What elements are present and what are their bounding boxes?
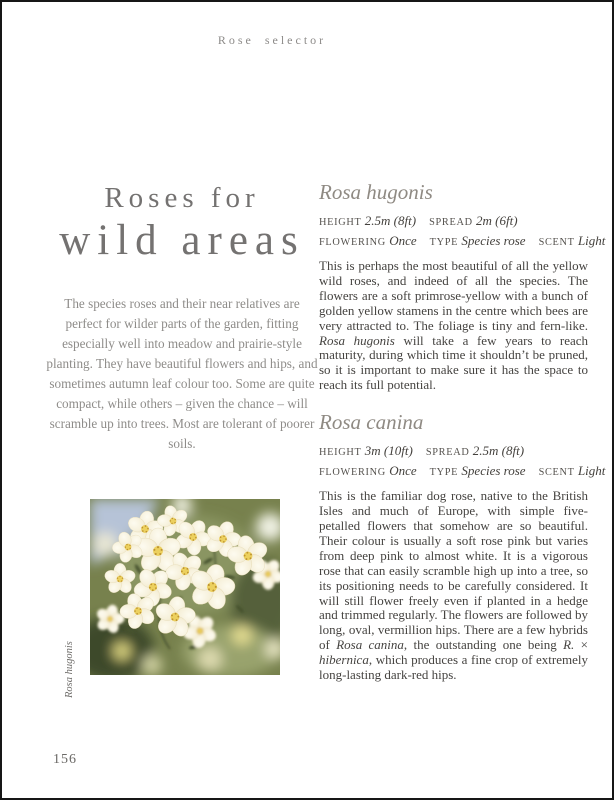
stat-label: FLOWERING xyxy=(319,467,386,479)
stat-value: Once xyxy=(389,233,417,248)
stat-value: 2.5m (8ft) xyxy=(472,443,525,459)
species-name: Rosa canina xyxy=(319,410,424,435)
stat-value: Light xyxy=(577,233,606,248)
stat-value: Light xyxy=(577,463,606,479)
stats-line xyxy=(319,232,606,252)
stats-line xyxy=(319,442,588,462)
feature-title-line1: Roses for xyxy=(104,182,260,214)
stat-label: SPREAD xyxy=(425,447,470,459)
rose-photo xyxy=(90,499,280,675)
stat-label: TYPE xyxy=(429,467,459,479)
species-name: Rosa hugonis xyxy=(319,180,433,204)
rose-entries xyxy=(319,180,606,700)
page-number: 156 xyxy=(53,752,77,767)
stat-value: 2m (6ft) xyxy=(476,213,518,228)
stat-value: 2.5m (8ft) xyxy=(364,213,417,228)
feature-title xyxy=(50,182,314,265)
feature-intro: The species roses and their near relatives are perfect for wilder parts of the garden, fitting especially well into meadow and prairie-style planting. They have beautiful flowers and hips, and sometimes autumn leaf colour too. Some are quite compact, while others – given the chance – will scramble up into trees. Most are tolerant of poorer soils. xyxy=(46,296,318,451)
stat-label: HEIGHT xyxy=(319,447,362,459)
stat-value: 3m (10ft) xyxy=(364,443,413,459)
stat-label: SCENT xyxy=(538,237,575,248)
stat-label: TYPE xyxy=(429,237,459,248)
stat-value: Species rose xyxy=(461,463,526,479)
stat-label: SCENT xyxy=(538,467,575,479)
stat-label: FLOWERING xyxy=(319,237,386,248)
rose-photo-illustration xyxy=(90,499,280,675)
stat-value: Once xyxy=(389,463,417,479)
photo-caption: Rosa hugonis xyxy=(64,641,75,698)
entry-body: This is perhaps the most beautiful of all the yellow wild roses, and indeed of all the species. The flowers are a soft primrose-yellow with a bunch of golden yellow stamens in the centre which bees are very attracted to. The foliage is tiny and fern-like. Rosa hugonis will take a few years to reach maturity, during which time it shouldn’t be pruned, so it is important to make sure it has the space to reach its full potential. xyxy=(319,258,589,393)
stat-label: HEIGHT xyxy=(319,217,362,228)
stat-label: SPREAD xyxy=(429,217,473,228)
running-head: Rose selector xyxy=(217,33,327,47)
feature-title-line2: wild areas xyxy=(59,217,305,264)
entry-body: This is the familiar dog rose, native to the British Isles and much of Europe, with simple five-petalled flowers that somehow are so beautiful. Their colour is usually a soft rose pink but varies from deep pink to almost white. It is a vigorous rose that can easily scramble high up into a tree, so its positioning needs to be carefully considered. It will still flower freely even if planted in a hedge and trimmed regularly. The flowers are followed by long, oval, vermillion hips. There are a few hybrids of Rosa canina, the outstanding one being R. × hibernica, which produces a fine crop of extremely long-lasting dark-red hips. xyxy=(319,488,588,683)
stats-line xyxy=(319,212,588,232)
entry-rosa-canina xyxy=(319,410,606,683)
entry-rosa-hugonis xyxy=(319,180,606,393)
stat-value: Species rose xyxy=(461,233,526,248)
stats-line xyxy=(319,462,606,482)
